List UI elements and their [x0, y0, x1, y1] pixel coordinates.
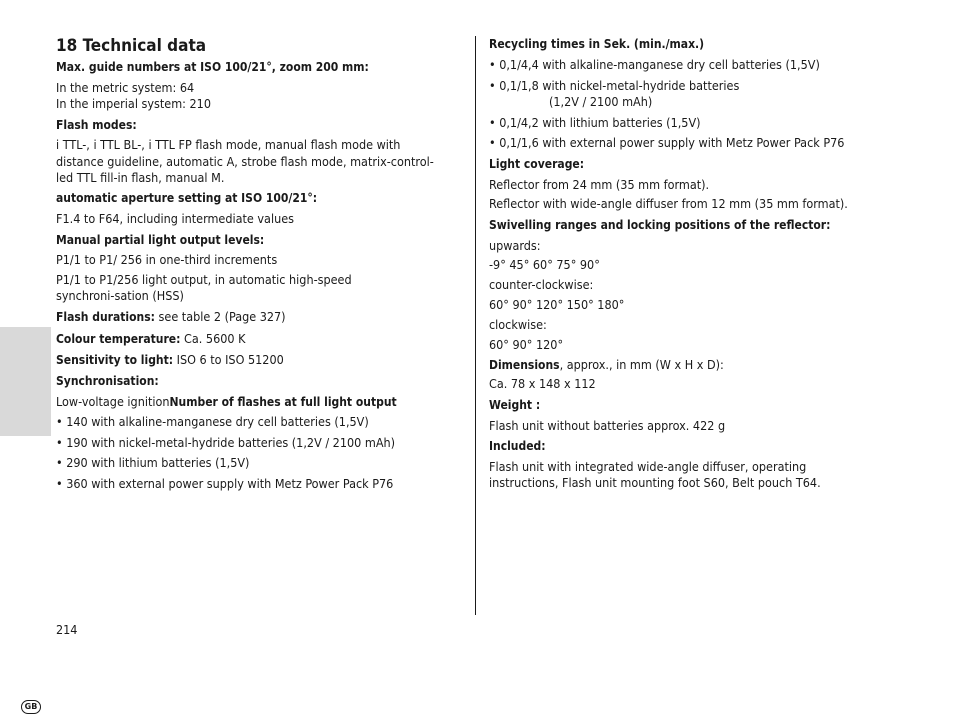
weight-value: Flash unit without batteries approx. 422 g — [489, 418, 726, 433]
swivel-heading: Swivelling ranges and locking positions of the reflector: — [489, 218, 831, 232]
flash-modes-heading: Flash modes: — [56, 118, 137, 132]
list-item-continuation: (1,2V / 2100 mAh) — [549, 94, 653, 109]
list-item: • 140 with alkaline-manganese dry cell batteries (1,5V) — [56, 414, 369, 429]
colour-temperature-value: Ca. 5600 K — [180, 331, 246, 346]
side-tab — [0, 327, 51, 711]
dimensions-label: Dimensions — [489, 358, 560, 372]
swivel-upwards-label: upwards: — [489, 238, 541, 253]
flash-durations-label: Flash durations: — [56, 310, 155, 324]
flash-modes-line: i TTL-, i TTL BL-, i TTL FP flash mode, manual flash mode with — [56, 137, 401, 152]
synchronisation-line — [56, 394, 397, 410]
list-item: • 0,1/1,6 with external power supply with Metz Power Pack P76 — [489, 135, 845, 150]
swivel-cw-label: clockwise: — [489, 317, 547, 332]
flash-durations-value: see table 2 (Page 327) — [154, 309, 286, 324]
aperture-text: F1.4 to F64, including intermediate values — [56, 211, 294, 226]
flashes-heading: Number of flashes at full light output — [169, 395, 397, 409]
coverage-heading: Light coverage: — [489, 157, 585, 171]
swivel-cw-values: 60° 90° 120° — [489, 337, 564, 352]
list-item: • 0,1/4,4 with alkaline-manganese dry cell batteries (1,5V) — [489, 57, 820, 72]
partial-output-line: P1/1 to P1/ 256 in one-third increments — [56, 252, 278, 267]
list-item: • 0,1/1,8 with nickel-metal-hydride batteries — [489, 78, 740, 93]
language-badge: GB — [21, 700, 41, 714]
guide-number-metric: In the metric system: 64 — [56, 80, 195, 95]
synchronisation-heading: Synchronisation: — [56, 374, 159, 388]
included-line: Flash unit with integrated wide-angle diffuser, operating — [489, 459, 807, 474]
included-line: instructions, Flash unit mounting foot S60, Belt pouch T64. — [489, 475, 821, 490]
partial-output-heading: Manual partial light output levels: — [56, 233, 265, 247]
flash-durations — [56, 309, 286, 325]
list-item: • 190 with nickel-metal-hydride batteries (1,2V / 2100 mAh) — [56, 435, 396, 450]
included-heading: Included: — [489, 439, 546, 453]
weight-heading: Weight : — [489, 398, 541, 412]
colour-temperature — [56, 331, 245, 347]
list-item: • 360 with external power supply with Metz Power Pack P76 — [56, 476, 394, 491]
sensitivity-label: Sensitivity to light: — [56, 353, 174, 367]
recycling-heading: Recycling times in Sek. (min./max.) — [489, 37, 705, 51]
page-number: 214 — [56, 622, 78, 637]
colour-temperature-label: Colour temperature: — [56, 332, 181, 346]
synchronisation-text: Low-voltage ignition — [56, 394, 170, 409]
page-title: 18 Technical data — [56, 36, 207, 56]
swivel-upwards-values: -9° 45° 60° 75° 90° — [489, 257, 600, 272]
coverage-line: Reflector from 24 mm (35 mm format). — [489, 177, 710, 192]
dimensions-suffix: , approx., in mm (W x H x D): — [559, 357, 724, 372]
flash-modes-line: led TTL fill-in flash, manual M. — [56, 170, 225, 185]
swivel-ccw-label: counter-clockwise: — [489, 277, 594, 292]
guide-number-imperial: In the imperial system: 210 — [56, 96, 211, 111]
aperture-heading: automatic aperture setting at ISO 100/21°: — [56, 191, 318, 205]
dimensions — [489, 357, 724, 373]
column-divider — [475, 36, 476, 615]
swivel-ccw-values: 60° 90° 120° 150° 180° — [489, 297, 625, 312]
partial-output-line: P1/1 to P1/256 light output, in automatic high-speed — [56, 272, 352, 287]
list-item: • 290 with lithium batteries (1,5V) — [56, 455, 250, 470]
sensitivity — [56, 352, 284, 368]
list-item: • 0,1/4,2 with lithium batteries (1,5V) — [489, 115, 701, 130]
guide-numbers-heading: Max. guide numbers at ISO 100/21°, zoom 200 mm: — [56, 60, 369, 74]
dimensions-value: Ca. 78 x 148 x 112 — [489, 376, 596, 391]
coverage-line: Reflector with wide-angle diffuser from 12 mm (35 mm format). — [489, 196, 848, 211]
sensitivity-value: ISO 6 to ISO 51200 — [173, 352, 284, 367]
flash-modes-line: distance guideline, automatic A, strobe flash mode, matrix-control- — [56, 154, 434, 169]
partial-output-line: synchroni-sation (HSS) — [56, 288, 184, 303]
